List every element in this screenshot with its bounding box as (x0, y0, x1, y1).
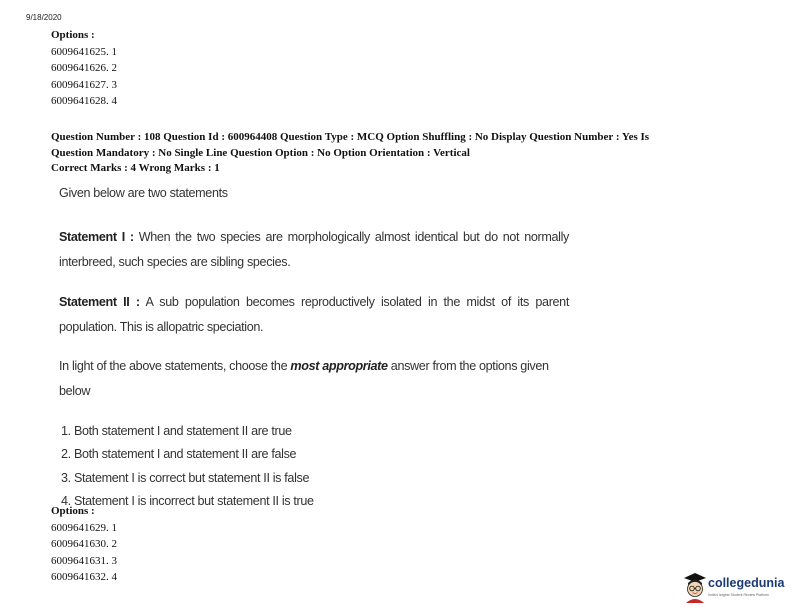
print-date: 9/18/2020 (26, 13, 62, 22)
question-meta-line: Question Number : 108 Question Id : 600964408 Question Type : MCQ Option Shuffling : No Display Question Number : Yes Is (51, 131, 650, 143)
option-id: 6009641630. 2 (51, 538, 117, 550)
prompt-emphasis: most appropriate (290, 359, 388, 373)
options-label: Options : (51, 29, 95, 41)
collegedunia-watermark (683, 572, 791, 606)
option-id: 6009641626. 2 (51, 62, 117, 74)
question-metadata (51, 130, 741, 177)
question-marks: Correct Marks : 4 Wrong Marks : 1 (51, 162, 220, 174)
options-list-previous (51, 27, 117, 110)
option-id: 6009641629. 1 (51, 521, 117, 534)
option-id: 6009641631. 3 (51, 554, 117, 567)
prompt-text-end: answer from the options given below (59, 359, 549, 398)
option-id: 6009641628. 4 (51, 95, 117, 107)
statement-one (59, 225, 569, 275)
answer-choice: 1. Both statement I and statement II are true (61, 424, 292, 438)
statement-one-text: When the two species are morphologically almost identical but do not normally interbreed, such species are sibling species. (59, 230, 569, 269)
answer-choice: 3. Statement I is correct but statement II is false (61, 470, 310, 485)
statement-two-text: A sub population becomes reproductively isolated in the midst of its parent population. This is allopatric speciation. (59, 295, 569, 334)
question-prompt (59, 354, 569, 404)
option-id: 6009641632. 4 (51, 571, 117, 583)
brand-tagline: India's largest Student Review Platform (708, 593, 769, 597)
options-label: Options : (51, 505, 95, 517)
statement-one-label: Statement I : (59, 230, 134, 244)
option-id: 6009641625. 1 (51, 45, 117, 58)
statement-two-label: Statement II : (59, 295, 140, 309)
answer-choice: 4. Statement I is incorrect but statement II is true (61, 493, 314, 508)
options-list (51, 503, 117, 586)
question-intro: Given below are two statements (59, 186, 228, 200)
question-meta-line: Question Mandatory : No Single Line Question Option : No Option Orientation : Vertical (51, 146, 470, 159)
answer-choice: 2. Both statement I and statement II are false (61, 447, 297, 462)
prompt-text: In light of the above statements, choose the (59, 359, 291, 373)
option-id: 6009641627. 3 (51, 78, 117, 91)
graduate-mascot-icon (683, 572, 707, 604)
brand-name: collegedunia (708, 576, 785, 590)
statement-two (59, 290, 569, 340)
answer-choices (61, 420, 569, 513)
question-body (59, 183, 569, 513)
